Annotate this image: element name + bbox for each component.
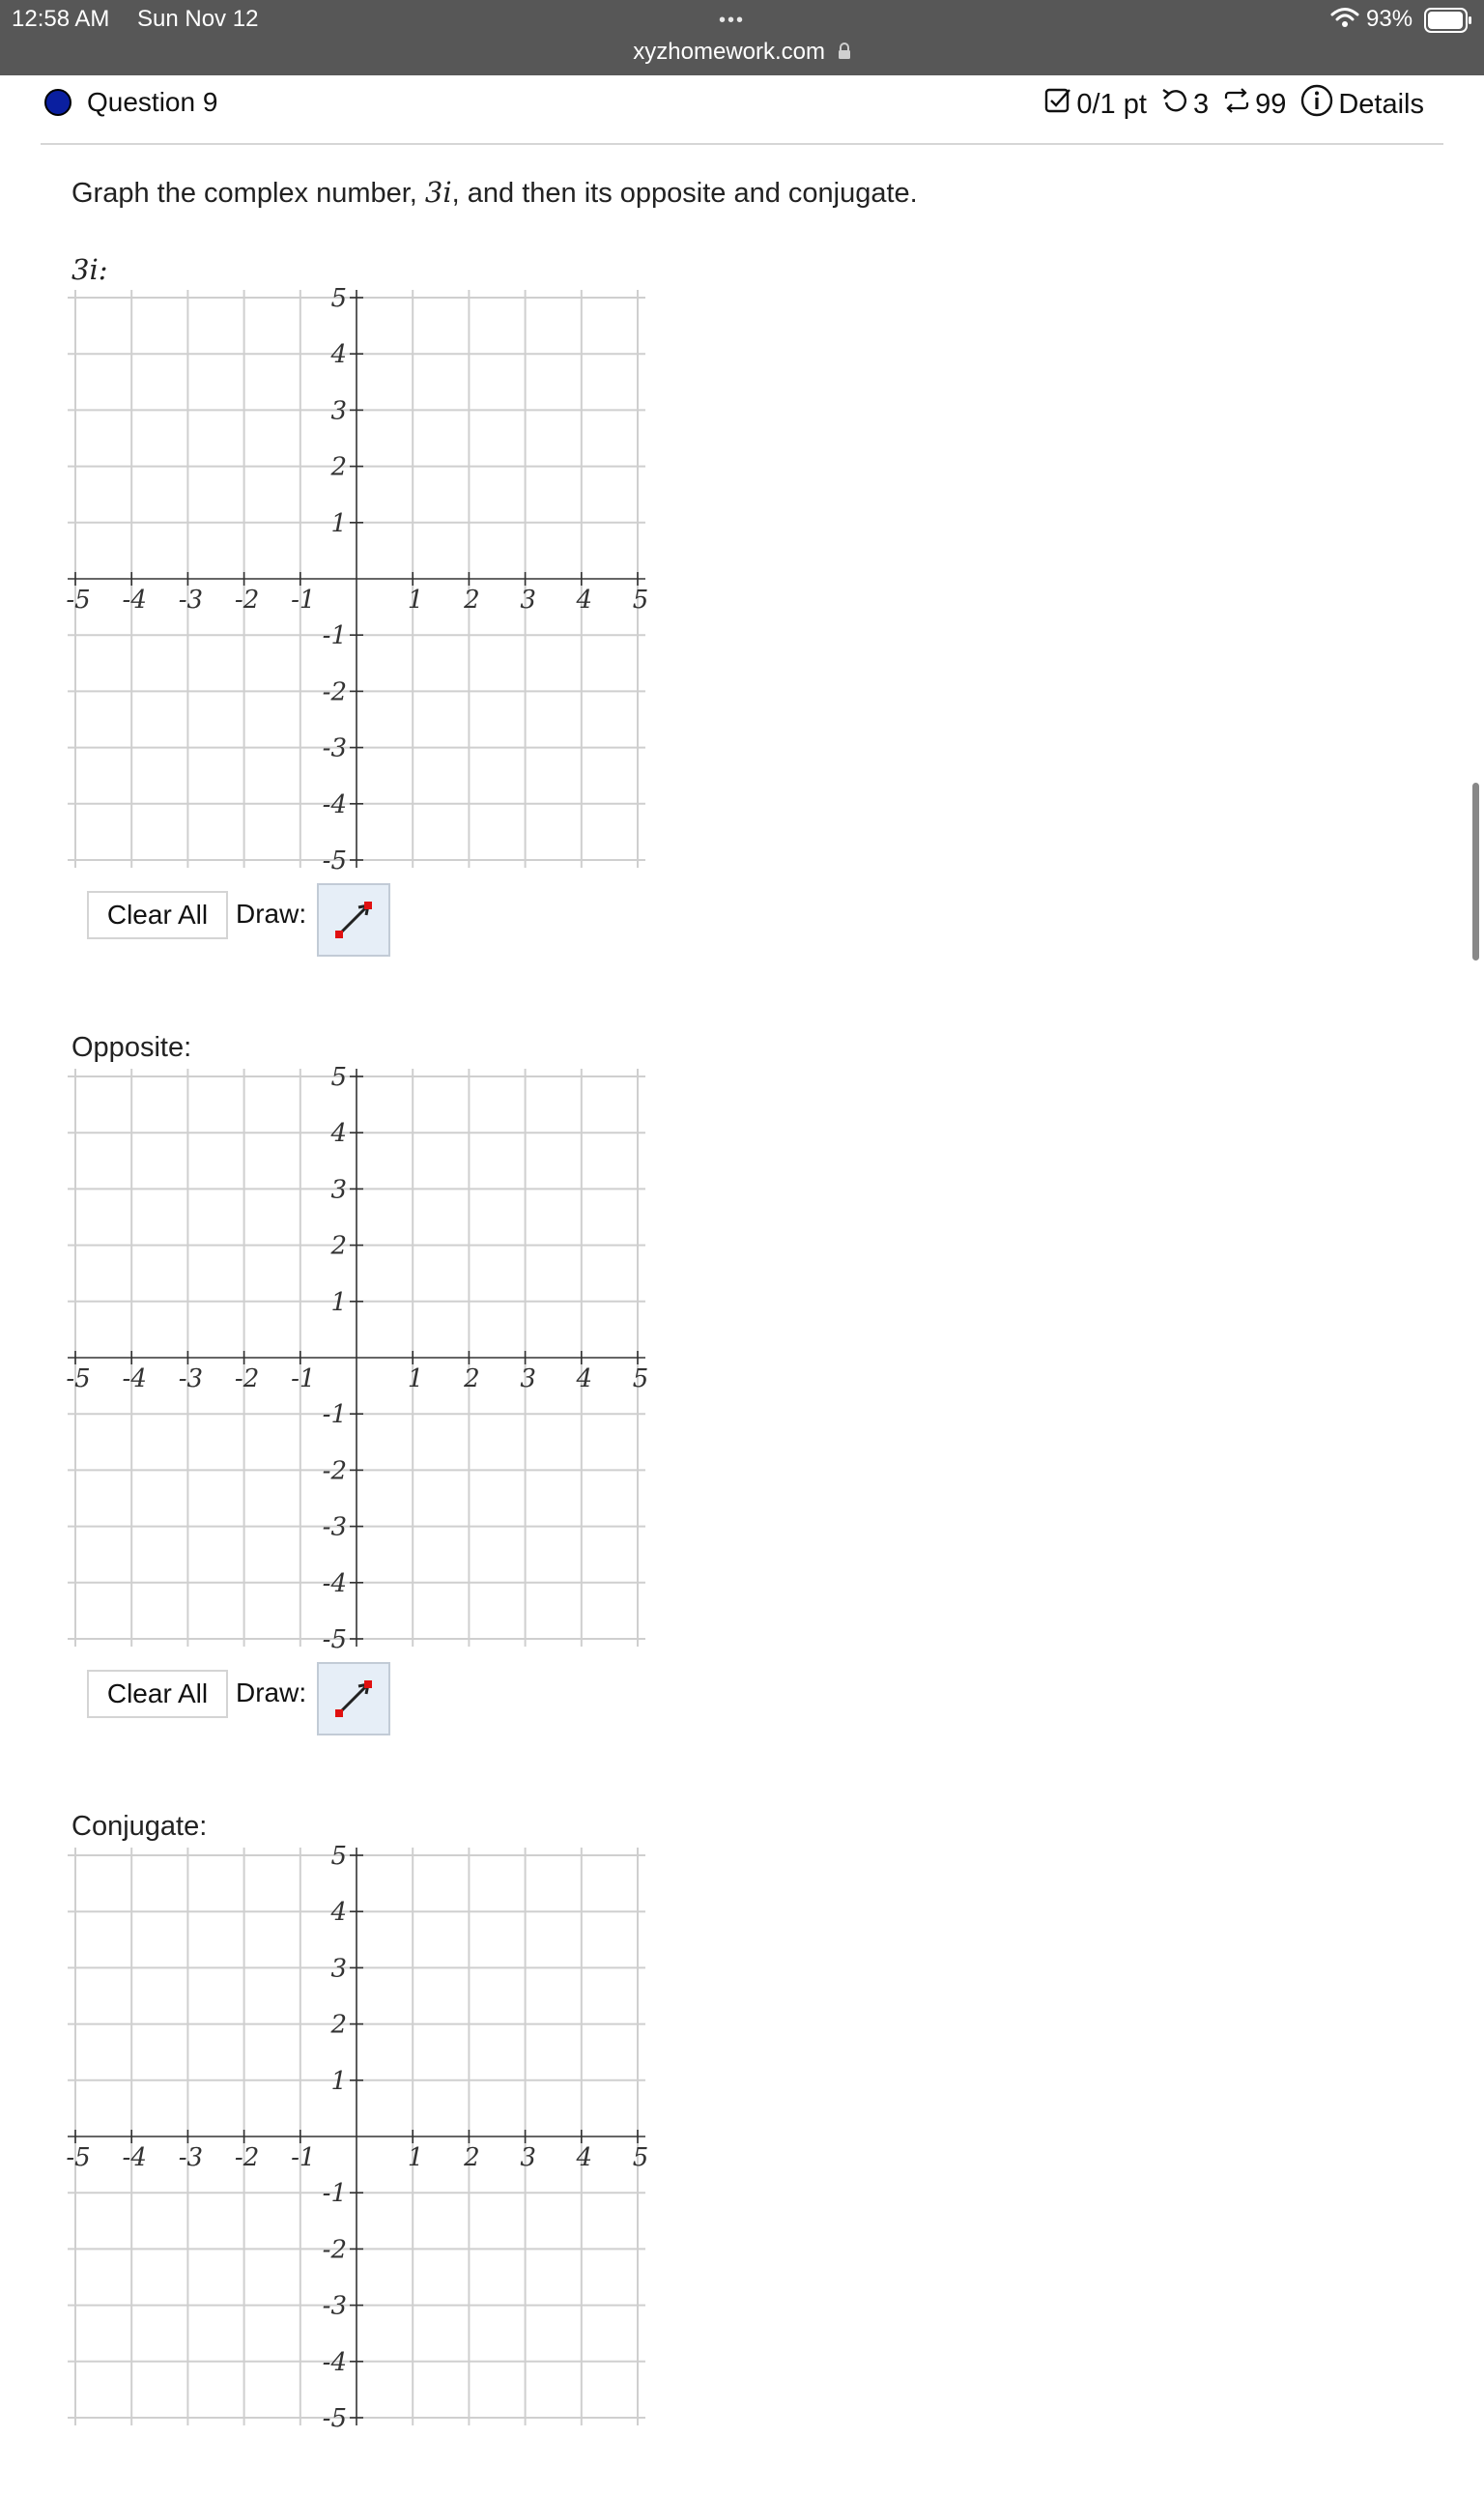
battery-percent: 93% [1366, 6, 1413, 32]
x-tick-label: 5 [632, 586, 649, 615]
x-tick-label: -4 [122, 2143, 147, 2172]
prompt-complex-number: 3i [424, 176, 452, 209]
y-tick-label: 1 [330, 1287, 347, 1317]
prompt-text-after: , and then its opposite and conjugate. [451, 178, 918, 209]
x-tick-label: 4 [576, 586, 593, 615]
x-tick-label: 3 [520, 586, 536, 615]
x-tick-label: -5 [66, 2143, 91, 2172]
y-tick-label: 3 [330, 1954, 347, 1984]
question-header [41, 75, 1443, 145]
question-prompt [71, 176, 918, 210]
graph-label-conjugate: Conjugate: [71, 1811, 208, 1842]
x-tick-label: -4 [122, 586, 147, 615]
line-segment-tool-button[interactable] [317, 1662, 390, 1735]
points-text: 0/1 pt [1076, 88, 1147, 120]
x-tick-label: -1 [291, 1364, 316, 1393]
question-title: Question 9 [87, 87, 218, 117]
graph-original[interactable] [58, 280, 657, 937]
y-tick-label: 3 [330, 396, 347, 426]
x-tick-label: 5 [632, 1364, 649, 1393]
x-tick-label: -5 [66, 1364, 91, 1393]
address-bar[interactable] [0, 39, 1484, 67]
details-button[interactable] [1299, 83, 1424, 126]
x-tick-label: 2 [464, 586, 480, 615]
x-tick-label: 2 [464, 2143, 480, 2172]
y-tick-label: -4 [322, 1568, 347, 1598]
checkbox-icon [1043, 86, 1076, 123]
graph-opposite[interactable] [58, 1059, 657, 1716]
status-time: 12:58 AM [12, 6, 110, 32]
x-tick-label: 4 [576, 1364, 593, 1393]
retries-text: 3 [1192, 88, 1210, 120]
status-bar [0, 0, 1484, 75]
info-icon [1299, 83, 1338, 126]
graph-canvas[interactable] [58, 1059, 657, 1658]
draw-label: Draw: [236, 1678, 307, 1707]
lock-icon [838, 40, 851, 67]
attempts-text: 99 [1255, 88, 1287, 120]
y-tick-label: -5 [322, 2404, 347, 2433]
y-tick-label: 4 [330, 340, 347, 370]
x-tick-label: 3 [520, 2143, 536, 2172]
y-tick-label: 1 [330, 508, 347, 538]
y-tick-label: -2 [322, 677, 347, 707]
status-date: Sun Nov 12 [137, 6, 259, 32]
x-tick-label: -3 [178, 586, 204, 615]
wifi-icon [1330, 7, 1359, 33]
x-tick-label: -2 [234, 2143, 260, 2172]
x-tick-label: -3 [178, 2143, 204, 2172]
tab-menu-dots[interactable]: ••• [719, 10, 746, 31]
y-tick-label: 5 [330, 1842, 347, 1871]
url-text: xyzhomework.com [633, 39, 826, 65]
y-tick-label: 1 [330, 2066, 347, 2096]
graph-conjugate[interactable] [58, 1838, 657, 2495]
y-tick-label: -2 [322, 2235, 347, 2265]
x-tick-label: 5 [632, 2143, 649, 2172]
retries-indicator [1160, 86, 1209, 123]
graph-canvas[interactable] [58, 1838, 657, 2437]
y-tick-label: -2 [322, 1456, 347, 1486]
y-tick-label: -1 [322, 2179, 347, 2209]
y-tick-label: 2 [330, 2010, 347, 2040]
x-tick-label: 1 [407, 2143, 424, 2172]
draw-label: Draw: [236, 899, 307, 929]
points-indicator [1043, 86, 1147, 123]
y-tick-label: -3 [322, 733, 347, 763]
x-tick-label: 3 [520, 1364, 536, 1393]
x-tick-label: -2 [234, 1364, 260, 1393]
y-tick-label: 2 [330, 1231, 347, 1261]
line-segment-tool-button[interactable] [317, 883, 390, 957]
y-tick-label: 4 [330, 1898, 347, 1928]
attempts-indicator [1222, 86, 1286, 123]
y-tick-label: -3 [322, 2291, 347, 2321]
graph-canvas[interactable] [58, 280, 657, 879]
undo-icon [1160, 86, 1193, 123]
x-tick-label: -2 [234, 586, 260, 615]
x-tick-label: -1 [291, 2143, 316, 2172]
repeat-icon [1222, 86, 1255, 123]
y-tick-label: 5 [330, 1063, 347, 1092]
x-tick-label: 2 [464, 1364, 480, 1393]
y-tick-label: 3 [330, 1175, 347, 1205]
x-tick-label: -5 [66, 586, 91, 615]
x-tick-label: -3 [178, 1364, 204, 1393]
y-tick-label: 2 [330, 452, 347, 482]
y-tick-label: -5 [322, 846, 347, 875]
y-tick-label: -1 [322, 621, 347, 651]
y-tick-label: -5 [322, 1625, 347, 1654]
x-tick-label: -1 [291, 586, 316, 615]
clear-all-button[interactable]: Clear All [87, 1670, 228, 1718]
y-tick-label: 5 [330, 284, 347, 313]
graph-label-opposite: Opposite: [71, 1032, 192, 1063]
details-label: Details [1338, 88, 1424, 120]
y-tick-label: -3 [322, 1512, 347, 1542]
y-tick-label: -4 [322, 789, 347, 819]
x-tick-label: 1 [407, 1364, 424, 1393]
clear-all-button[interactable]: Clear All [87, 891, 228, 939]
battery-icon [1424, 8, 1472, 38]
prompt-text-before: Graph the complex number, [71, 178, 425, 209]
y-tick-label: 4 [330, 1119, 347, 1149]
y-tick-label: -4 [322, 2347, 347, 2377]
graph-label-original: 3i: [71, 253, 108, 286]
x-tick-label: 1 [407, 586, 424, 615]
question-meta [1030, 85, 1424, 124]
page-scrollbar[interactable] [1472, 783, 1479, 961]
x-tick-label: -4 [122, 1364, 147, 1393]
y-tick-label: -1 [322, 1400, 347, 1430]
x-tick-label: 4 [576, 2143, 593, 2172]
question-status-dot [44, 89, 71, 116]
